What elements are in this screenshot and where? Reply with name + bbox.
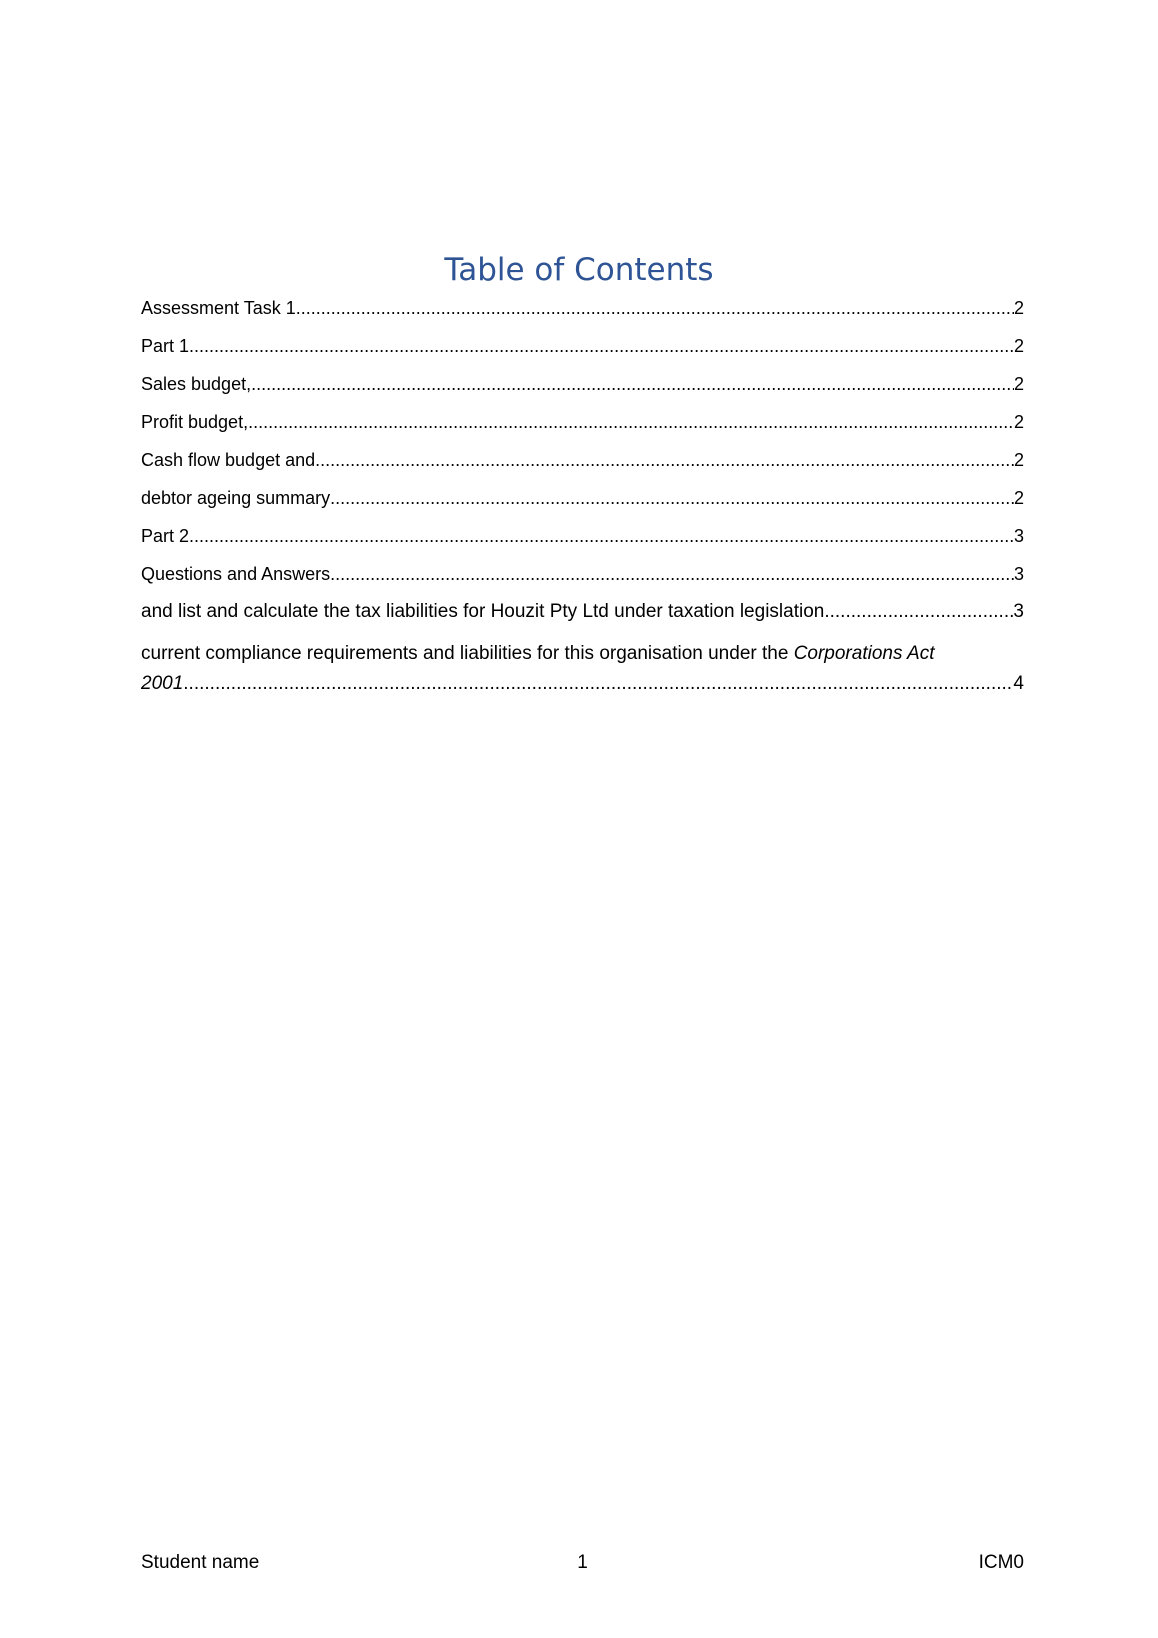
toc-entry-page: 2 xyxy=(1013,488,1024,508)
toc-entry-title: current compliance requirements and liabilities for this organisation under the xyxy=(141,643,794,664)
toc-entry-page: 2 xyxy=(1013,298,1024,318)
toc-entry-title-line xyxy=(141,669,1024,699)
toc-entry-title: and list and calculate the tax liabilities for Houzit Pty Ltd under taxation legislation xyxy=(141,601,825,622)
toc-entry-cash-flow-budget[interactable] xyxy=(141,449,1024,471)
toc-entry-page: 2 xyxy=(1013,374,1024,394)
toc-entry-debtor-ageing-summary[interactable] xyxy=(141,487,1024,509)
toc-entry-page: 2 xyxy=(1013,412,1024,432)
toc-dot-leader xyxy=(248,411,1014,433)
toc-entry-title: Part 2 xyxy=(141,526,190,546)
toc-dot-leader xyxy=(315,449,1014,471)
toc-entry-questions-and-answers[interactable] xyxy=(141,563,1024,585)
toc-entry-title: debtor ageing summary xyxy=(141,488,331,508)
toc-dot-leader xyxy=(189,335,1014,357)
toc-entry-profit-budget[interactable] xyxy=(141,411,1024,433)
toc-entry-sales-budget[interactable] xyxy=(141,373,1024,395)
toc-entry-part-1[interactable] xyxy=(141,335,1024,357)
toc-dot-leader xyxy=(189,525,1014,547)
toc-entry-compliance-requirements[interactable] xyxy=(141,639,1024,699)
footer-course-code: ICM0 xyxy=(978,1552,1024,1573)
toc-dot-leader xyxy=(330,487,1014,509)
toc-entry-title: Assessment Task 1 xyxy=(141,298,296,318)
footer-student-name: Student name xyxy=(141,1552,260,1573)
toc-entry-title: Cash flow budget and xyxy=(141,450,316,470)
footer-page-number: 1 xyxy=(577,1552,588,1573)
toc-entry-title-italic: Corporations Act xyxy=(793,643,935,664)
toc-heading: Table of Contents xyxy=(444,252,714,288)
toc-dot-leader xyxy=(183,669,1013,699)
toc-entry-page: 4 xyxy=(1013,673,1024,694)
toc-entry-page: 2 xyxy=(1013,336,1024,356)
toc-entry-assessment-task-1[interactable] xyxy=(141,297,1024,319)
toc-entry-tax-liabilities[interactable] xyxy=(141,601,1024,623)
toc-entry-title: Profit budget, xyxy=(141,412,249,432)
table-of-contents xyxy=(141,297,1024,715)
toc-entry-part-2[interactable] xyxy=(141,525,1024,547)
toc-entry-page: 3 xyxy=(1013,526,1024,546)
toc-entry-title: Questions and Answers xyxy=(141,564,331,584)
toc-entry-title-italic: 2001 xyxy=(141,673,184,694)
toc-dot-leader xyxy=(251,373,1014,395)
toc-entry-page: 2 xyxy=(1013,450,1024,470)
toc-entry-title-line xyxy=(141,639,1024,669)
toc-dot-leader xyxy=(330,563,1014,585)
toc-entry-page: 3 xyxy=(1013,564,1024,584)
toc-entry-title: Part 1 xyxy=(141,336,190,356)
toc-dot-leader xyxy=(824,601,1013,623)
toc-entry-title: Sales budget, xyxy=(141,374,252,394)
toc-dot-leader xyxy=(296,297,1014,319)
toc-entry-page: 3 xyxy=(1013,601,1024,622)
